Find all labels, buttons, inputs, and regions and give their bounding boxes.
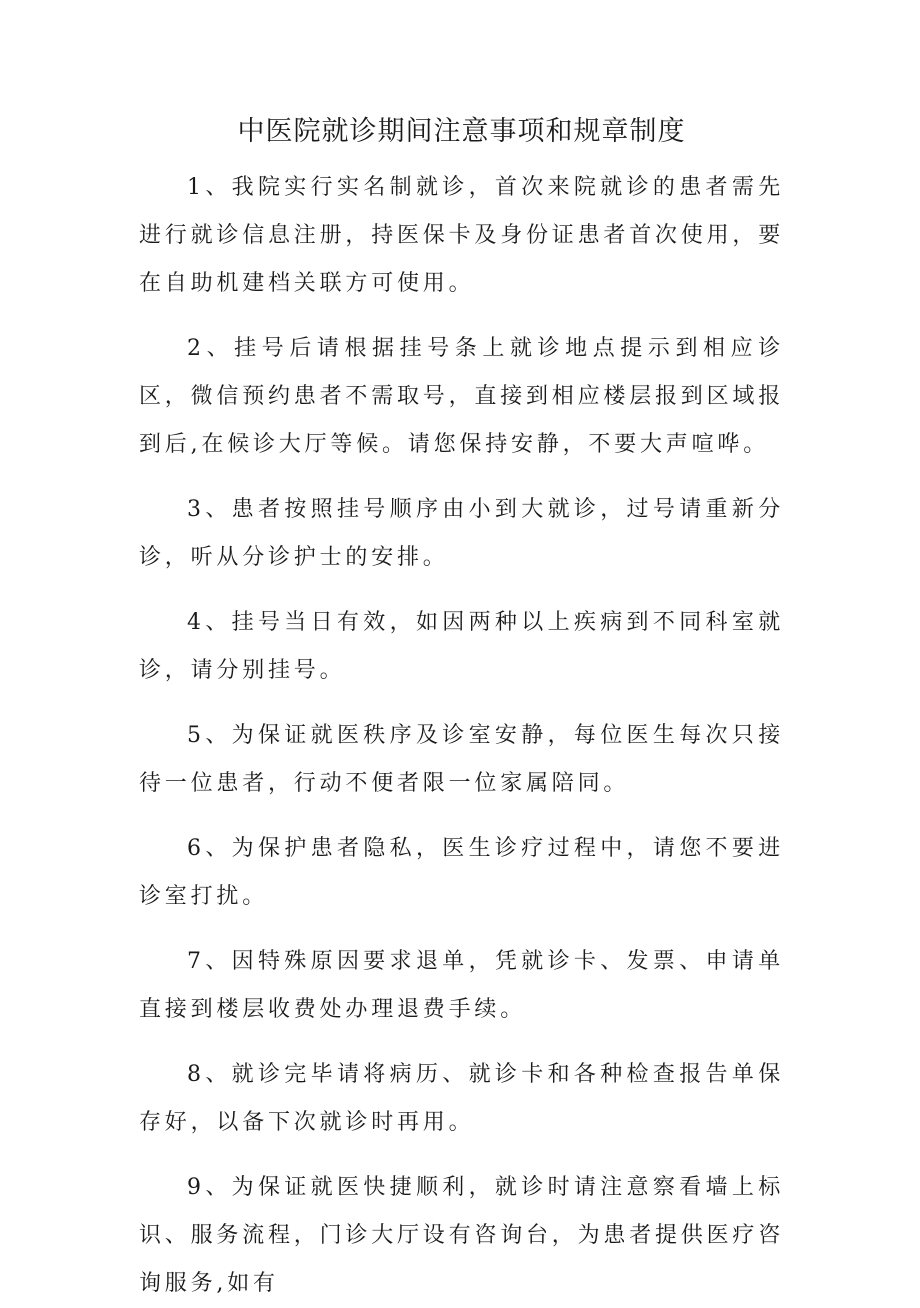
rule-item-2: 2、挂号后请根据挂号条上就诊地点提示到相应诊区，微信预约患者不需取号，直接到相应楼层报到区域报到后,在候诊大厅等候。请您保持安静，不要大声喧哗。	[139, 336, 785, 457]
rule-item-3: 3、患者按照挂号顺序由小到大就诊，过号请重新分诊，听从分诊护士的安排。	[139, 497, 784, 570]
rule-item-8: 8、就诊完毕请将病历、就诊卡和各种检查报告单保存好，以备下次就诊时再用。	[139, 1062, 784, 1135]
rule-item-7: 7、因特殊原因要求退单，凭就诊卡、发票、申请单直接到楼层收费处办理退费手续。	[139, 949, 784, 1022]
rules-list	[139, 164, 784, 1308]
document-title: 中医院就诊期间注意事项和规章制度	[237, 116, 686, 147]
rule-item-1: 1、我院实行实名制就诊，首次来院就诊的患者需先进行就诊信息注册，持医保卡及身份证患者首次使用，要在自助机建档关联方可使用。	[139, 175, 785, 296]
rule-item-4: 4、挂号当日有效，如因两种以上疾病到不同科室就诊，请分别挂号。	[139, 610, 784, 683]
rule-item-5: 5、为保证就医秩序及诊室安静，每位医生每次只接待一位患者，行动不便者限一位家属陪同。	[139, 723, 784, 796]
rule-item-9: 9、为保证就医快捷顺利，就诊时请注意察看墙上标识、服务流程，门诊大厅设有咨询台，为患者提供医疗咨询服务,如有	[139, 1175, 785, 1296]
rule-item-6: 6、为保护患者隐私，医生诊疗过程中，请您不要进诊室打扰。	[139, 836, 784, 909]
